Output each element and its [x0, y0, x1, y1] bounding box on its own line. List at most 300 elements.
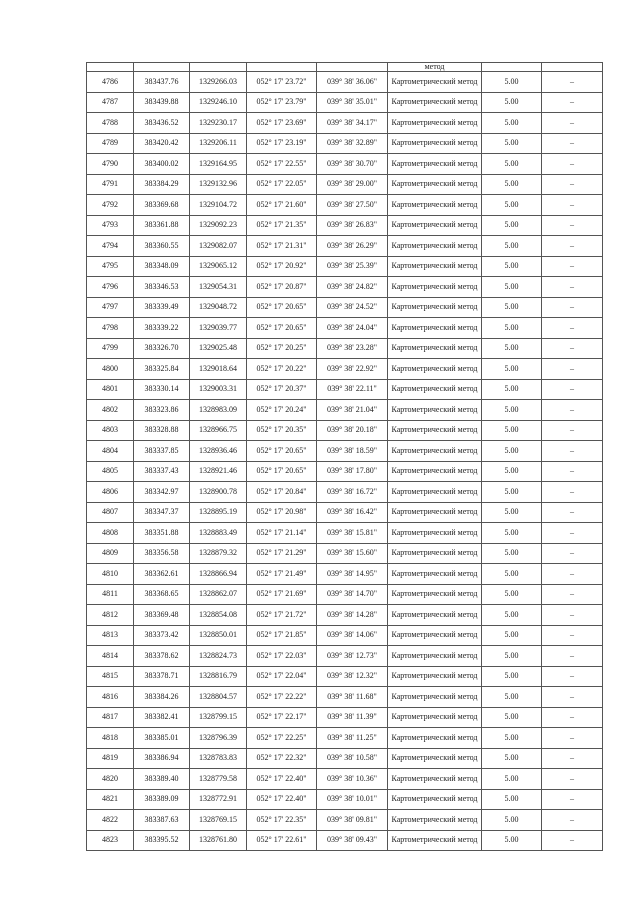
cell-x: 383362.61: [134, 564, 190, 585]
cell-method: Картометрический метод: [388, 256, 482, 277]
cell-latitude: 052° 17' 22.35": [247, 810, 317, 831]
cell-accuracy: 5.00: [482, 154, 542, 175]
cell-note: –: [542, 215, 603, 236]
cell-accuracy: 5.00: [482, 338, 542, 359]
cell-point-number: 4810: [87, 564, 134, 585]
cell-method: Картометрический метод: [388, 564, 482, 585]
cell-point-number: 4788: [87, 113, 134, 134]
cell-method: Картометрический метод: [388, 318, 482, 339]
cell-accuracy: 5.00: [482, 605, 542, 626]
cell-accuracy: 5.00: [482, 646, 542, 667]
cell-accuracy: 5.00: [482, 441, 542, 462]
cell-method: Картометрический метод: [388, 359, 482, 380]
table-row: [87, 830, 603, 851]
cell-point-number: 4818: [87, 728, 134, 749]
cell-accuracy: 5.00: [482, 523, 542, 544]
cell-x: 383337.85: [134, 441, 190, 462]
cell-method: Картометрический метод: [388, 707, 482, 728]
table-row: [87, 400, 603, 421]
cell-longitude: 039° 38' 35.01": [317, 92, 388, 113]
cell-latitude: 052° 17' 20.22": [247, 359, 317, 380]
cell-longitude: 039° 38' 14.28": [317, 605, 388, 626]
table-row: [87, 154, 603, 175]
cell-accuracy: 5.00: [482, 502, 542, 523]
cell-y: 1328799.15: [190, 707, 247, 728]
cell-latitude: 052° 17' 20.84": [247, 482, 317, 503]
cell-longitude: 039° 38' 12.73": [317, 646, 388, 667]
cell-x: 383348.09: [134, 256, 190, 277]
cell-note: –: [542, 564, 603, 585]
cell-note: –: [542, 666, 603, 687]
cell-method: Картометрический метод: [388, 646, 482, 667]
cell-note: –: [542, 256, 603, 277]
cell-point-number: 4807: [87, 502, 134, 523]
cell-accuracy: 5.00: [482, 215, 542, 236]
cell-note: –: [542, 400, 603, 421]
table-row: [87, 297, 603, 318]
cell-point-number: 4801: [87, 379, 134, 400]
cell-method: Картометрический метод: [388, 400, 482, 421]
cell-note: –: [542, 482, 603, 503]
cell-method: Картометрический метод: [388, 154, 482, 175]
cell-y: 1328772.91: [190, 789, 247, 810]
cell-y: 1328936.46: [190, 441, 247, 462]
table-row: [87, 113, 603, 134]
cell-longitude: 039° 38' 09.43": [317, 830, 388, 851]
cell-longitude: 039° 38' 26.83": [317, 215, 388, 236]
cell-method: Картометрический метод: [388, 379, 482, 400]
cell-y: 1328769.15: [190, 810, 247, 831]
table-row: [87, 687, 603, 708]
cell-latitude: 052° 17' 21.29": [247, 543, 317, 564]
cell-point-number: 4790: [87, 154, 134, 175]
cell-y: 1328895.19: [190, 502, 247, 523]
cell-longitude: 039° 38' 10.58": [317, 748, 388, 769]
table-row: [87, 646, 603, 667]
cell-longitude: 039° 38' 20.18": [317, 420, 388, 441]
cell-latitude: 052° 17' 20.65": [247, 297, 317, 318]
cell-method: Картометрический метод: [388, 625, 482, 646]
cell-longitude: 039° 38' 24.82": [317, 277, 388, 298]
cell-method: метод: [388, 63, 482, 72]
cell-point-number: 4811: [87, 584, 134, 605]
cell-latitude: 052° 17' 20.65": [247, 461, 317, 482]
cell-x: 383342.97: [134, 482, 190, 503]
table-row: [87, 72, 603, 93]
cell-latitude: 052° 17' 22.04": [247, 666, 317, 687]
cell-x: 383328.88: [134, 420, 190, 441]
cell-note: –: [542, 297, 603, 318]
cell-x: 383337.43: [134, 461, 190, 482]
cell-longitude: 039° 38' 22.92": [317, 359, 388, 380]
cell-y: 1329230.17: [190, 113, 247, 134]
cell-accuracy: 5.00: [482, 92, 542, 113]
cell-method: Картометрический метод: [388, 133, 482, 154]
cell-x: 383339.49: [134, 297, 190, 318]
cell-longitude: 039° 38' 09.81": [317, 810, 388, 831]
cell-x: 383356.58: [134, 543, 190, 564]
cell-latitude: 052° 17' 20.98": [247, 502, 317, 523]
cell-x: 383437.76: [134, 72, 190, 93]
cell-accuracy: 5.00: [482, 113, 542, 134]
cell-point-number: 4822: [87, 810, 134, 831]
cell-longitude: 039° 38' 17.80": [317, 461, 388, 482]
cell-x: 383330.14: [134, 379, 190, 400]
table-row: [87, 461, 603, 482]
cell-note: –: [542, 441, 603, 462]
cell-point-number: 4808: [87, 523, 134, 544]
cell-point-number: 4809: [87, 543, 134, 564]
cell-note: –: [542, 830, 603, 851]
cell-method: Картометрический метод: [388, 748, 482, 769]
table-row: [87, 769, 603, 790]
cell-point-number: 4820: [87, 769, 134, 790]
cell-accuracy: 5.00: [482, 543, 542, 564]
table-row: [87, 625, 603, 646]
cell-method: Картометрический метод: [388, 338, 482, 359]
cell-latitude: 052° 17' 20.87": [247, 277, 317, 298]
cell-latitude: 052° 17' 22.40": [247, 789, 317, 810]
cell-accuracy: 5.00: [482, 297, 542, 318]
cell-x: 383386.94: [134, 748, 190, 769]
cell-note: –: [542, 338, 603, 359]
cell-longitude: 039° 38' 24.52": [317, 297, 388, 318]
cell-longitude: 039° 38' 30.70": [317, 154, 388, 175]
cell-point-number: 4812: [87, 605, 134, 626]
cell-method: Картометрический метод: [388, 502, 482, 523]
table-row: [87, 728, 603, 749]
cell-y: 1329266.03: [190, 72, 247, 93]
cell-point-number: 4799: [87, 338, 134, 359]
cell-method: Картометрический метод: [388, 605, 482, 626]
cell-accuracy: 5.00: [482, 236, 542, 257]
cell-longitude: 039° 38' 22.11": [317, 379, 388, 400]
cell-y: 1329082.07: [190, 236, 247, 257]
cell-x: 383326.70: [134, 338, 190, 359]
cell-accuracy: 5.00: [482, 666, 542, 687]
cell-x: 383384.29: [134, 174, 190, 195]
cell-y: 1328816.79: [190, 666, 247, 687]
table-body: [87, 63, 603, 851]
cell-note: –: [542, 174, 603, 195]
cell-accuracy: 5.00: [482, 769, 542, 790]
cell-y: 1328983.09: [190, 400, 247, 421]
cell-accuracy: 5.00: [482, 625, 542, 646]
cell-x: 383436.52: [134, 113, 190, 134]
cell-note: –: [542, 584, 603, 605]
table-row: [87, 605, 603, 626]
cell-y: 1329048.72: [190, 297, 247, 318]
cell-method: Картометрический метод: [388, 195, 482, 216]
cell-accuracy: 5.00: [482, 72, 542, 93]
cell-accuracy: 5.00: [482, 400, 542, 421]
cell-x: 383347.37: [134, 502, 190, 523]
cell-note: –: [542, 728, 603, 749]
cell-method: Картометрический метод: [388, 687, 482, 708]
cell-accuracy: 5.00: [482, 584, 542, 605]
cell-latitude: 052° 17' 22.61": [247, 830, 317, 851]
cell-point-number: 4823: [87, 830, 134, 851]
cell-method: Картометрический метод: [388, 174, 482, 195]
cell-point-number: 4805: [87, 461, 134, 482]
cell-latitude: 052° 17' 21.35": [247, 215, 317, 236]
cell-longitude: 039° 38' 10.01": [317, 789, 388, 810]
cell-longitude: [317, 63, 388, 72]
table-row: [87, 564, 603, 585]
table-row: [87, 318, 603, 339]
cell-longitude: 039° 38' 15.60": [317, 543, 388, 564]
cell-longitude: 039° 38' 32.89": [317, 133, 388, 154]
cell-method: Картометрический метод: [388, 461, 482, 482]
cell-y: 1329164.95: [190, 154, 247, 175]
cell-latitude: 052° 17' 23.19": [247, 133, 317, 154]
cell-accuracy: 5.00: [482, 728, 542, 749]
cell-y: 1329132.96: [190, 174, 247, 195]
cell-latitude: 052° 17' 20.37": [247, 379, 317, 400]
table-row: [87, 215, 603, 236]
cell-method: Картометрический метод: [388, 769, 482, 790]
cell-note: –: [542, 523, 603, 544]
cell-latitude: 052° 17' 21.85": [247, 625, 317, 646]
cell-point-number: 4806: [87, 482, 134, 503]
cell-accuracy: 5.00: [482, 482, 542, 503]
cell-method: Картометрический метод: [388, 277, 482, 298]
cell-point-number: 4786: [87, 72, 134, 93]
cell-accuracy: 5.00: [482, 318, 542, 339]
cell-y: 1328866.94: [190, 564, 247, 585]
cell-x: 383384.26: [134, 687, 190, 708]
cell-x: 383360.55: [134, 236, 190, 257]
cell-x: 383368.65: [134, 584, 190, 605]
table-row: [87, 236, 603, 257]
cell-y: 1328966.75: [190, 420, 247, 441]
cell-accuracy: 5.00: [482, 195, 542, 216]
table-row: [87, 92, 603, 113]
cell-y: 1328804.57: [190, 687, 247, 708]
cell-point-number: 4821: [87, 789, 134, 810]
cell-point-number: 4819: [87, 748, 134, 769]
cell-longitude: 039° 38' 34.17": [317, 113, 388, 134]
cell-y: 1328824.73: [190, 646, 247, 667]
cell-latitude: 052° 17' 22.32": [247, 748, 317, 769]
cell-point-number: 4814: [87, 646, 134, 667]
cell-y: 1329003.31: [190, 379, 247, 400]
cell-longitude: 039° 38' 24.04": [317, 318, 388, 339]
cell-x: [134, 63, 190, 72]
cell-point-number: 4792: [87, 195, 134, 216]
cell-note: –: [542, 646, 603, 667]
cell-y: 1329206.11: [190, 133, 247, 154]
table-row: [87, 748, 603, 769]
cell-longitude: 039° 38' 23.28": [317, 338, 388, 359]
cell-latitude: 052° 17' 22.40": [247, 769, 317, 790]
table-row: [87, 523, 603, 544]
cell-y: 1329018.64: [190, 359, 247, 380]
cell-y: 1328883.49: [190, 523, 247, 544]
cell-x: 383369.48: [134, 605, 190, 626]
table-row: [87, 441, 603, 462]
cell-method: Картометрический метод: [388, 830, 482, 851]
cell-y: 1328921.46: [190, 461, 247, 482]
cell-y: 1329246.10: [190, 92, 247, 113]
cell-point-number: 4791: [87, 174, 134, 195]
cell-latitude: 052° 17' 21.69": [247, 584, 317, 605]
cell-method: Картометрический метод: [388, 523, 482, 544]
cell-note: –: [542, 769, 603, 790]
cell-accuracy: 5.00: [482, 687, 542, 708]
cell-x: 383382.41: [134, 707, 190, 728]
cell-longitude: 039° 38' 14.06": [317, 625, 388, 646]
cell-latitude: 052° 17' 22.22": [247, 687, 317, 708]
cell-note: –: [542, 625, 603, 646]
cell-accuracy: 5.00: [482, 810, 542, 831]
table-row: [87, 789, 603, 810]
table-row: [87, 174, 603, 195]
cell-y: 1329025.48: [190, 338, 247, 359]
cell-latitude: 052° 17' 21.14": [247, 523, 317, 544]
cell-y: 1328900.78: [190, 482, 247, 503]
cell-accuracy: 5.00: [482, 789, 542, 810]
cell-longitude: 039° 38' 36.06": [317, 72, 388, 93]
cell-longitude: 039° 38' 11.39": [317, 707, 388, 728]
cell-point-number: 4803: [87, 420, 134, 441]
cell-y: 1328850.01: [190, 625, 247, 646]
cell-method: Картометрический метод: [388, 666, 482, 687]
cell-latitude: 052° 17' 22.55": [247, 154, 317, 175]
cell-point-number: 4795: [87, 256, 134, 277]
cell-accuracy: 5.00: [482, 564, 542, 585]
cell-x: 383361.88: [134, 215, 190, 236]
cell-accuracy: 5.00: [482, 133, 542, 154]
table-row: [87, 543, 603, 564]
table-row: [87, 666, 603, 687]
cell-y: 1329092.23: [190, 215, 247, 236]
cell-method: Картометрический метод: [388, 482, 482, 503]
cell-y: 1329039.77: [190, 318, 247, 339]
cell-x: 383351.88: [134, 523, 190, 544]
cell-accuracy: 5.00: [482, 830, 542, 851]
cell-x: 383373.42: [134, 625, 190, 646]
cell-y: 1328854.08: [190, 605, 247, 626]
table-row: [87, 256, 603, 277]
cell-method: Картометрический метод: [388, 810, 482, 831]
cell-latitude: 052° 17' 21.60": [247, 195, 317, 216]
cell-point-number: 4813: [87, 625, 134, 646]
cell-x: 383378.71: [134, 666, 190, 687]
cell-x: 383389.09: [134, 789, 190, 810]
cell-latitude: 052° 17' 21.49": [247, 564, 317, 585]
cell-accuracy: 5.00: [482, 748, 542, 769]
continuation-row: [87, 63, 603, 72]
cell-accuracy: 5.00: [482, 174, 542, 195]
cell-longitude: 039° 38' 21.04": [317, 400, 388, 421]
cell-x: 383400.02: [134, 154, 190, 175]
cell-latitude: 052° 17' 22.05": [247, 174, 317, 195]
cell-x: 383369.68: [134, 195, 190, 216]
cell-y: 1329054.31: [190, 277, 247, 298]
cell-note: –: [542, 379, 603, 400]
cell-x: 383323.86: [134, 400, 190, 421]
cell-point-number: 4802: [87, 400, 134, 421]
cell-latitude: 052° 17' 22.03": [247, 646, 317, 667]
cell-note: –: [542, 92, 603, 113]
table-row: [87, 502, 603, 523]
table-row: [87, 359, 603, 380]
cell-longitude: 039° 38' 15.81": [317, 523, 388, 544]
cell-note: –: [542, 810, 603, 831]
table-row: [87, 482, 603, 503]
cell-longitude: 039° 38' 18.59": [317, 441, 388, 462]
cell-x: 383385.01: [134, 728, 190, 749]
cell-point-number: 4815: [87, 666, 134, 687]
cell-method: Картометрический метод: [388, 236, 482, 257]
cell-note: –: [542, 748, 603, 769]
cell-note: –: [542, 318, 603, 339]
cell-point-number: 4817: [87, 707, 134, 728]
cell-point-number: 4798: [87, 318, 134, 339]
cell-x: 383387.63: [134, 810, 190, 831]
cell-note: –: [542, 72, 603, 93]
table-row: [87, 338, 603, 359]
cell-x: 383439.88: [134, 92, 190, 113]
cell-method: Картометрический метод: [388, 420, 482, 441]
cell-latitude: 052° 17' 20.25": [247, 338, 317, 359]
cell-latitude: 052° 17' 21.31": [247, 236, 317, 257]
cell-note: –: [542, 687, 603, 708]
cell-method: Картометрический метод: [388, 543, 482, 564]
cell-longitude: 039° 38' 10.36": [317, 769, 388, 790]
cell-latitude: 052° 17' 20.24": [247, 400, 317, 421]
cell-point-number: 4796: [87, 277, 134, 298]
cell-latitude: [247, 63, 317, 72]
cell-y: 1329065.12: [190, 256, 247, 277]
cell-point-number: 4797: [87, 297, 134, 318]
cell-note: –: [542, 605, 603, 626]
cell-accuracy: 5.00: [482, 379, 542, 400]
cell-accuracy: 5.00: [482, 359, 542, 380]
cell-method: Картометрический метод: [388, 297, 482, 318]
cell-point-number: 4787: [87, 92, 134, 113]
cell-latitude: 052° 17' 20.35": [247, 420, 317, 441]
cell-accuracy: 5.00: [482, 461, 542, 482]
cell-point-number: 4793: [87, 215, 134, 236]
cell-x: 383325.84: [134, 359, 190, 380]
cell-method: Картометрический метод: [388, 92, 482, 113]
cell-method: Картометрический метод: [388, 72, 482, 93]
cell-longitude: 039° 38' 11.25": [317, 728, 388, 749]
coordinates-table: [86, 62, 603, 851]
cell-note: –: [542, 195, 603, 216]
cell-note: –: [542, 277, 603, 298]
cell-latitude: 052° 17' 21.72": [247, 605, 317, 626]
cell-latitude: 052° 17' 20.65": [247, 318, 317, 339]
cell-x: 383346.53: [134, 277, 190, 298]
cell-note: –: [542, 154, 603, 175]
cell-accuracy: 5.00: [482, 277, 542, 298]
table-row: [87, 707, 603, 728]
cell-note: –: [542, 236, 603, 257]
cell-y: 1328862.07: [190, 584, 247, 605]
table-row: [87, 379, 603, 400]
cell-method: Картометрический метод: [388, 789, 482, 810]
cell-x: 383389.40: [134, 769, 190, 790]
cell-method: Картометрический метод: [388, 215, 482, 236]
cell-note: –: [542, 420, 603, 441]
cell-point-number: 4800: [87, 359, 134, 380]
cell-latitude: 052° 17' 23.69": [247, 113, 317, 134]
cell-latitude: 052° 17' 23.79": [247, 92, 317, 113]
table-row: [87, 195, 603, 216]
